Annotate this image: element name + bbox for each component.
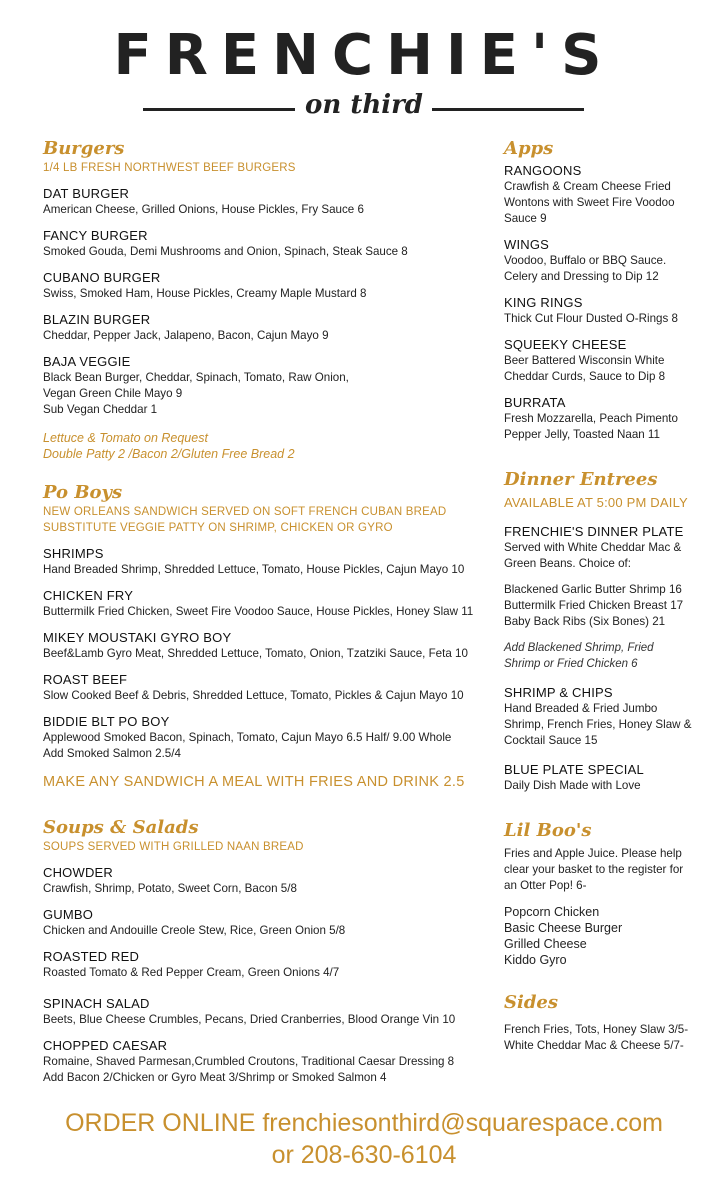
item-desc: Pepper Jelly, Toasted Naan 11 [504,428,660,441]
poboys-title: Po Boys [43,482,123,503]
item-name: CHOPPED CAESAR [43,1038,168,1053]
item-name: FANCY BURGER [43,228,148,243]
menu-item [504,236,704,285]
logo-title: FRENCHIE'S [113,23,615,88]
menu-item [43,713,483,762]
item-name: CUBANO BURGER [43,270,161,285]
item-name: CHOWDER [43,865,114,880]
item-desc: Black Bean Burger, Cheddar, Spinach, Tomato, Raw Onion, [43,371,349,384]
item-desc: Beef&Lamb Gyro Meat, Shredded Lettuce, Tomato, Onion, Tzatziki Sauce, Feta 10 [43,647,468,660]
item-desc: Crawfish & Cream Cheese Fried [504,180,671,193]
menu-item [504,523,704,672]
menu-item [43,995,483,1028]
menu-item [43,948,483,981]
soups-section [43,817,483,1086]
item-desc: Applewood Smoked Bacon, Spinach, Tomato, Cajun Mayo 6.5 Half/ 9.00 Whole [43,731,452,744]
sides-line: White Cheddar Mac & Cheese 5/7- [504,1039,684,1052]
item-desc: Romaine, Shaved Parmesan,Crumbled Croutons, Traditional Caesar Dressing 8 [43,1055,455,1068]
item-desc: Sub Vegan Cheddar 1 [43,403,158,416]
lilboos-desc: an Otter Pop! 6- [504,879,587,892]
item-desc: Served with White Cheddar Mac & [504,541,682,554]
item-desc: Slow Cooked Beef & Debris, Shredded Lettuce, Tomato, Pickles & Cajun Mayo 10 [43,689,464,702]
item-desc: Thick Cut Flour Dusted O-Rings 8 [504,312,678,325]
phone-number: or 208-630-6104 [271,1141,457,1169]
dinner-section [504,469,704,794]
dinner-choice: Blackened Garlic Butter Shrimp 16 [504,583,682,596]
item-desc: Buttermilk Fried Chicken, Sweet Fire Voodoo Sauce, House Pickles, Honey Slaw 11 [43,605,474,618]
menu-item [504,761,704,794]
menu-item [43,227,483,260]
kids-item: Kiddo Gyro [504,953,567,967]
soups-subtitle: SOUPS SERVED WITH GRILLED NAAN BREAD [43,841,304,853]
item-name: CHICKEN FRY [43,588,134,603]
burgers-subtitle: 1/4 LB FRESH NORTHWEST BEEF BURGERS [43,162,296,174]
item-name: WINGS [504,237,550,252]
item-desc: Wontons with Sweet Fire Voodoo [504,196,675,209]
item-name: FRENCHIE'S DINNER PLATE [504,524,684,539]
menu-item [504,394,704,443]
item-desc: Celery and Dressing to Dip 12 [504,270,659,283]
menu-item [43,311,483,344]
item-name: BLUE PLATE SPECIAL [504,762,644,777]
item-name: DAT BURGER [43,186,130,201]
lilboos-desc: Fries and Apple Juice. Please help [504,847,682,860]
dinner-addon: Shrimp or Fried Chicken 6 [504,658,638,670]
left-column [43,138,483,1086]
item-desc: Swiss, Smoked Ham, House Pickles, Creamy Maple Mustard 8 [43,287,367,300]
item-name: SHRIMP & CHIPS [504,685,613,700]
dinner-title: Dinner Entrees [504,469,658,490]
item-desc: Vegan Green Chile Mayo 9 [43,387,183,400]
burgers-title: Burgers [43,138,125,159]
item-desc: Chicken and Andouille Creole Stew, Rice, Green Onion 5/8 [43,924,346,937]
item-desc: Smoked Gouda, Demi Mushrooms and Onion, Spinach, Steak Sauce 8 [43,245,408,258]
kids-item: Popcorn Chicken [504,905,600,919]
order-online-text: ORDER ONLINE frenchiesonthird@squarespace.com [65,1109,663,1137]
item-name: ROASTED RED [43,949,140,964]
menu-item [43,864,483,897]
menu-item [43,353,483,418]
kids-item: Grilled Cheese [504,937,587,951]
poboys-subtitle: SUBSTITUTE VEGGIE PATTY ON SHRIMP, CHICKEN OR GYRO [43,522,393,534]
item-desc: Voodoo, Buffalo or BBQ Sauce. [504,254,667,267]
item-name: SHRIMPS [43,546,104,561]
poboys-subtitle: NEW ORLEANS SANDWICH SERVED ON SOFT FRENCH CUBAN BREAD [43,506,447,518]
logo-tagline: on third [305,90,423,120]
item-desc: Sauce 9 [504,212,547,225]
item-desc: Fresh Mozzarella, Peach Pimento [504,412,678,425]
dinner-subtitle: AVAILABLE AT 5:00 PM DAILY [504,495,688,510]
menu-item [43,545,483,578]
menu-item [43,629,483,662]
item-desc: American Cheese, Grilled Onions, House Pickles, Fry Sauce 6 [43,203,364,216]
item-desc: Daily Dish Made with Love [504,779,641,792]
lilboos-section [504,820,704,968]
item-name: BURRATA [504,395,566,410]
item-desc: Shrimp, French Fries, Honey Slaw & [504,718,692,731]
menu-item [43,269,483,302]
dinner-choice: Buttermilk Fried Chicken Breast 17 [504,599,684,612]
lilboos-desc: clear your basket to the register for [504,863,684,876]
dinner-choice: Baby Back Ribs (Six Bones) 21 [504,615,666,628]
meal-offer: MAKE ANY SANDWICH A MEAL WITH FRIES AND DRINK 2.5 [43,774,465,790]
item-desc: Add Smoked Salmon 2.5/4 [43,747,181,760]
item-desc: Crawfish, Shrimp, Potato, Sweet Corn, Bacon 5/8 [43,882,297,895]
item-name: BAJA VEGGIE [43,354,131,369]
menu-item [504,684,704,749]
sides-line: French Fries, Tots, Honey Slaw 3/5- [504,1023,689,1036]
kids-item: Basic Cheese Burger [504,921,623,935]
sides-title: Sides [504,992,559,1013]
item-desc: Beer Battered Wisconsin White [504,354,665,367]
item-name: BLAZIN BURGER [43,312,151,327]
item-desc: Roasted Tomato & Red Pepper Cream, Green Onions 4/7 [43,966,340,979]
item-desc: Beets, Blue Cheese Crumbles, Pecans, Dried Cranberries, Blood Orange Vin 10 [43,1013,456,1026]
dinner-addon: Add Blackened Shrimp, Fried [504,642,654,654]
right-column [504,138,704,1054]
item-desc: Green Beans. Choice of: [504,557,631,570]
burgers-note: Double Patty 2 /Bacon 2/Gluten Free Bread 2 [43,447,295,461]
item-name: SPINACH SALAD [43,996,150,1011]
item-desc: Cocktail Sauce 15 [504,734,598,747]
item-name: BIDDIE BLT PO BOY [43,714,170,729]
poboys-section [43,482,483,791]
menu-item [43,587,483,620]
item-desc: Add Bacon 2/Chicken or Gyro Meat 3/Shrimp or Smoked Salmon 4 [43,1071,387,1084]
item-name: SQUEEKY CHEESE [504,337,627,352]
lilboos-title: Lil Boo's [504,820,592,841]
burgers-note: Lettuce & Tomato on Request [43,431,208,445]
burgers-section [43,138,483,462]
menu-item [43,906,483,939]
menu-item [43,671,483,704]
item-name: KING RINGS [504,295,583,310]
apps-title: Apps [504,138,554,159]
menu-item [504,294,704,327]
soups-title: Soups & Salads [43,817,199,838]
menu-item [43,185,483,218]
item-name: RANGOONS [504,163,582,178]
item-name: GUMBO [43,907,94,922]
apps-section [504,138,704,443]
item-name: MIKEY MOUSTAKI GYRO BOY [43,630,232,645]
sides-section [504,992,704,1054]
item-name: ROAST BEEF [43,672,128,687]
item-desc: Hand Breaded Shrimp, Shredded Lettuce, Tomato, House Pickles, Cajun Mayo 10 [43,563,465,576]
item-desc: Cheddar, Pepper Jack, Jalapeno, Bacon, Cajun Mayo 9 [43,329,329,342]
item-desc: Cheddar Curds, Sauce to Dip 8 [504,370,666,383]
menu-item [504,336,704,385]
menu-item [43,1037,483,1086]
menu-item [504,162,704,227]
item-desc: Hand Breaded & Fried Jumbo [504,702,658,715]
